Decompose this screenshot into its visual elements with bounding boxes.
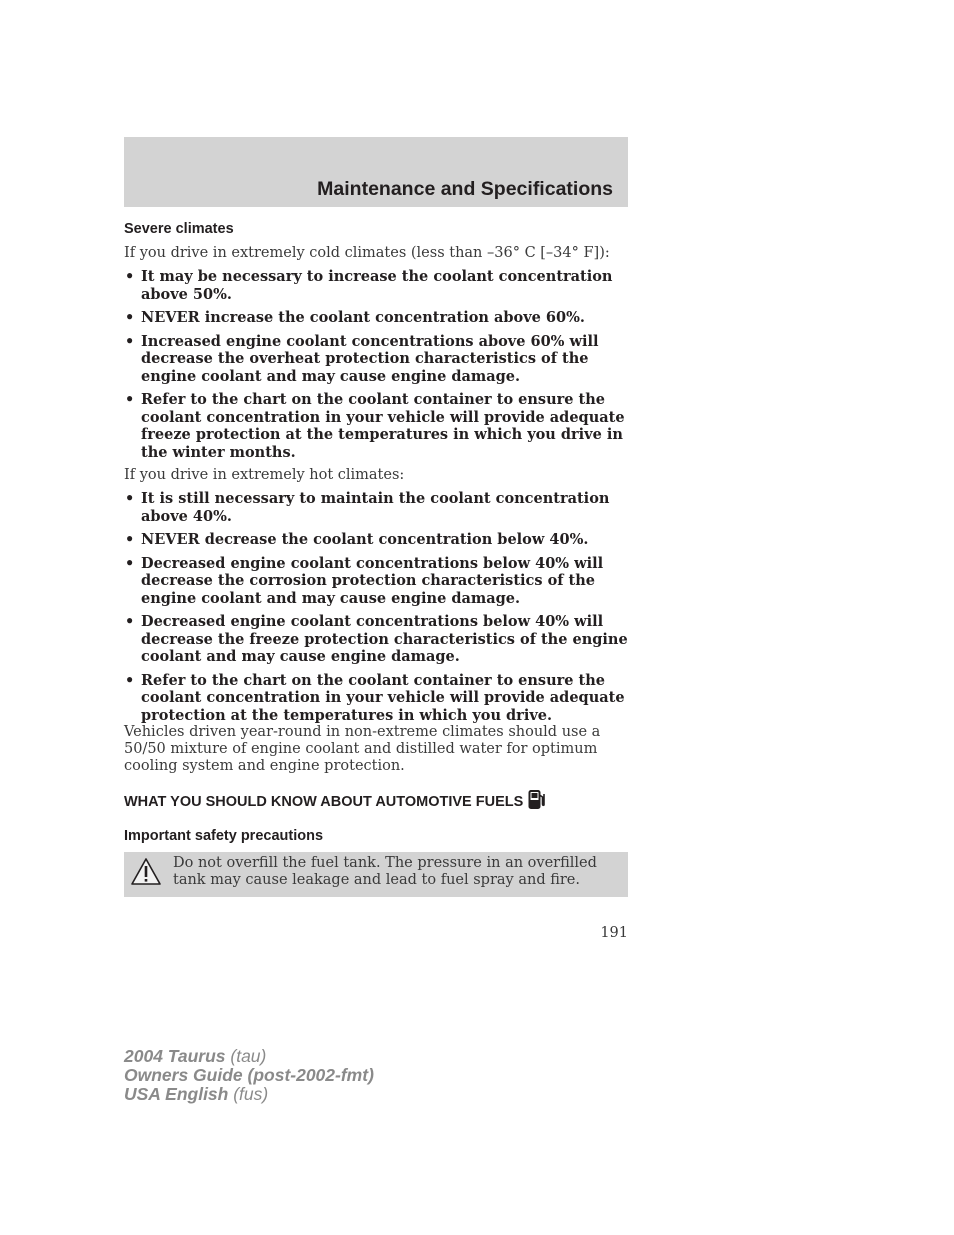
hot-climate-list [124,490,628,724]
severe-climates-heading: Severe climates [124,221,234,237]
page-number: 191 [600,925,628,941]
footer-line-1: 2004 Taurus (tau) [124,1046,267,1066]
list-item: • It may be necessary to increase the coolant concentration above 50%. [125,268,613,303]
list-item: • NEVER decrease the coolant concentration below 40%. [125,531,589,548]
footer-line-2: Owners Guide (post-2002-fmt) [124,1065,374,1085]
list-item: • Decreased engine coolant concentrations below 40% will decrease the corrosion protection characteristics of the engine coolant and may cause engine damage. [125,554,604,607]
warning-text: Do not overfill the fuel tank. The pressure in an overfilled tank may cause leakage and lead to fuel spray and fire. [173,855,597,888]
list-item: • Refer to the chart on the coolant container to ensure the coolant concentration in your vehicle will provide adequate freeze protection at the temperatures in which you drive in the winter months. [125,391,625,461]
list-item: • Refer to the chart on the coolant container to ensure the coolant concentration in your vehicle will provide adequate protection at the temperatures in which you drive. [125,671,625,724]
section-header-band [124,137,628,207]
hot-climate-intro: If you drive in extremely hot climates: [124,467,405,483]
cold-climate-intro: If you drive in extremely cold climates (less than –36° C [–34° F]): [124,245,610,261]
warning-box [124,852,628,897]
list-item: • NEVER increase the coolant concentration above 60%. [125,309,585,326]
warning-triangle-icon [130,857,162,891]
fuels-heading [124,789,628,815]
list-item: • Decreased engine coolant concentrations below 40% will decrease the freeze protection characteristics of the engine coolant and may cause engine damage. [125,613,628,665]
section-title: Maintenance and Specifications [317,178,613,200]
safety-precautions-heading: Important safety precautions [124,828,324,844]
year-round-paragraph: Vehicles driven year-round in non-extreme climates should use a 50/50 mixture of engine coolant and distilled water for optimum cooling system and engine protection. [124,724,601,774]
fuel-pump-icon [528,789,546,815]
footer-line-3: USA English (fus) [124,1084,269,1104]
cold-climate-list [124,268,628,461]
list-item: • Increased engine coolant concentrations above 60% will decrease the overheat protection characteristics of the engine coolant and may cause engine damage. [125,332,599,385]
page-content [124,220,628,897]
document-footer [124,1047,374,1104]
list-item: • It is still necessary to maintain the coolant concentration above 40%. [125,490,610,525]
fuels-heading-text: WHAT YOU SHOULD KNOW ABOUT AUTOMOTIVE FUELS [124,794,524,810]
